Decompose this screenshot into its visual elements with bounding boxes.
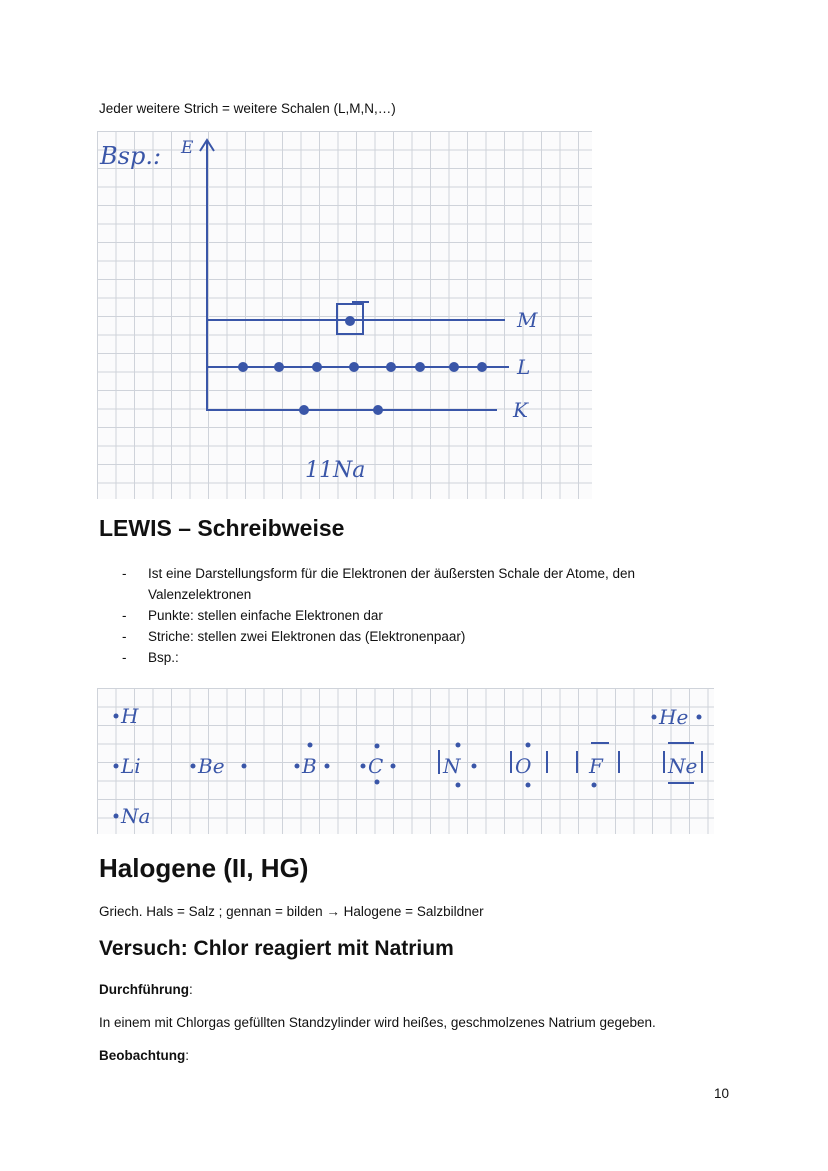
versuch-heading: Versuch: Chlor reagiert mit Natrium xyxy=(99,937,454,960)
list-item: - Ist eine Darstellungsform für die Elektronen der äußersten Schale der Atome, den Valenzelektronen xyxy=(122,563,722,605)
axis-label: E xyxy=(181,138,194,158)
lewis-symbols-svg xyxy=(97,688,714,834)
symbol-ne: Ne xyxy=(668,754,698,778)
beobachtung-line: Beobachtung: xyxy=(99,1048,190,1063)
electron-l-4 xyxy=(349,362,359,372)
electron-k-1 xyxy=(299,405,309,415)
symbol-li: Li xyxy=(121,754,141,778)
symbol-c: C xyxy=(368,754,384,778)
list-item: - Bsp.: xyxy=(122,647,722,668)
symbol-f: F xyxy=(589,754,603,778)
lewis-bullet-list xyxy=(122,563,722,668)
electron-l-7 xyxy=(449,362,459,372)
shell-label-l: L xyxy=(517,355,531,379)
electron-l-5 xyxy=(386,362,396,372)
etymology-text: Griech. Hals = Salz ; gennan = bilden → Halogene = Salzbildner xyxy=(99,904,484,919)
symbol-he: He xyxy=(659,705,689,729)
energy-level-sketch xyxy=(97,131,592,499)
durchfuehrung-label: Durchführung xyxy=(99,982,189,997)
electron-k-2 xyxy=(373,405,383,415)
symbol-b: B xyxy=(302,754,317,778)
symbol-be: Be xyxy=(198,754,225,778)
halogene-heading: Halogene (II, HG) xyxy=(99,853,309,883)
example-label: Bsp.: xyxy=(100,142,162,170)
lewis-symbols-sketch xyxy=(97,688,714,834)
list-item: - Punkte: stellen einfache Elektronen dar xyxy=(122,605,722,626)
electron-l-2 xyxy=(274,362,284,372)
symbol-o: O xyxy=(515,754,532,778)
durchfuehrung-text: In einem mit Chlorgas gefüllten Standzylinder wird heißes, geschmolzenes Natrium gegeben. xyxy=(99,1015,656,1030)
electron-l-1 xyxy=(238,362,248,372)
energy-level-diagram xyxy=(97,131,592,499)
symbol-h: H xyxy=(121,704,139,728)
lewis-heading: LEWIS – Schreibweise xyxy=(99,515,345,541)
electron-l-8 xyxy=(477,362,487,372)
intro-text: Jeder weitere Strich = weitere Schalen (L,M,N,…) xyxy=(99,101,396,116)
electron-l-3 xyxy=(312,362,322,372)
shell-label-m: M xyxy=(517,308,538,332)
element-label: 11Na xyxy=(305,458,366,483)
symbol-na: Na xyxy=(121,804,151,828)
symbol-n: N xyxy=(443,754,461,778)
durchfuehrung-line: Durchführung: xyxy=(99,982,193,997)
electron-m xyxy=(345,316,355,326)
shell-label-k: K xyxy=(513,398,528,422)
page-number: 10 xyxy=(714,1086,730,1101)
list-item: - Striche: stellen zwei Elektronen das (Elektronenpaar) xyxy=(122,626,722,647)
electron-l-6 xyxy=(415,362,425,372)
beobachtung-label: Beobachtung xyxy=(99,1048,186,1063)
